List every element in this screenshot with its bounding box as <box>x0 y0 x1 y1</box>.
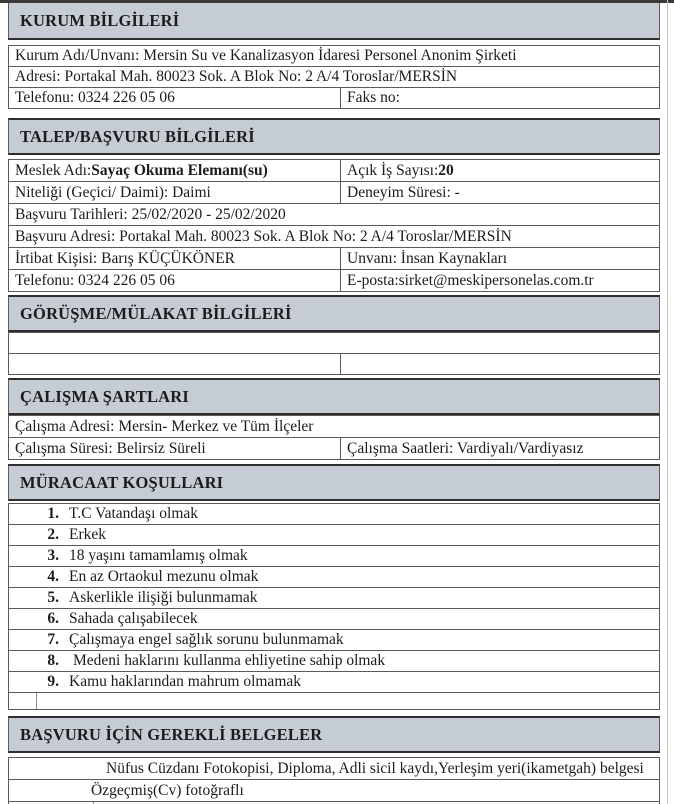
muracaat-list <box>8 503 660 710</box>
list-item-number: 8. <box>47 652 59 669</box>
calisma-saatleri-text: Çalışma Saatleri: Vardiyalı/Vardiyasız <box>347 439 584 457</box>
cell-gorusme-empty-right <box>341 354 659 374</box>
basvuru-tarihleri-text: Başvuru Tarihleri: 25/02/2020 - 25/02/2020 <box>15 205 286 223</box>
cell-talep-telefon <box>9 270 341 291</box>
kurum-rows <box>8 45 660 109</box>
row-muracaat-empty <box>8 693 660 710</box>
irtibat-kisisi-text: İrtibat Kişisi: Barış KÜÇÜKÖNER <box>15 249 236 267</box>
row-gorusme-empty-2 <box>8 354 660 375</box>
section-title-text: KURUM BİLGİLERİ <box>20 10 180 30</box>
cell-kurum-telefon <box>9 88 341 108</box>
row-kurum-adi <box>8 46 660 67</box>
belgeler-line2-text: Özgeçmiş(Cv) fotoğraflı <box>91 781 244 799</box>
nitelik-text: Niteliği (Geçici/ Daimi): Daimi <box>15 183 211 201</box>
list-item-text: Medeni haklarını kullanma ehliyetine sahip olmak <box>73 652 386 669</box>
talep-telefon-text: Telefonu: 0324 226 05 06 <box>15 271 175 289</box>
list-item <box>8 651 660 672</box>
acik-is-label: Açık İş Sayısı: <box>347 161 439 179</box>
row-gorusme-empty-1 <box>8 333 660 354</box>
row-calisma-adresi <box>8 416 660 438</box>
basvuru-adresi-text: Başvuru Adresi: Portakal Mah. 80023 Sok. A Blok No: 2 A/4 Toroslar/MERSİN <box>15 227 512 245</box>
list-item-text: T.C Vatandaşı olmak <box>69 505 199 522</box>
cell-unvani <box>341 248 659 269</box>
list-item <box>8 609 660 630</box>
list-item-number: 3. <box>47 547 59 564</box>
row-irtibat-unvan <box>8 248 660 270</box>
cell-irtibat-kisisi <box>9 248 341 269</box>
calisma-rows <box>8 415 660 460</box>
list-item <box>8 630 660 651</box>
cell-calisma-saatleri <box>341 438 659 459</box>
cell-kurum-faks <box>341 88 659 108</box>
list-item <box>8 588 660 609</box>
cell-muracaat-empty-left <box>9 693 37 709</box>
list-item-text: Askerlikle ilişiği bulunmamak <box>69 589 258 606</box>
row-calisma-sure-saat <box>8 438 660 460</box>
list-item <box>8 546 660 567</box>
section-talep-basvuru <box>8 118 660 292</box>
deneyim-text: Deneyim Süresi: - <box>347 183 460 201</box>
cell-nitelik <box>9 182 341 203</box>
gorusme-rows <box>8 332 660 375</box>
list-item-number: 5. <box>47 589 59 606</box>
section-title-calisma-sartlari <box>8 378 660 415</box>
section-title-text: BAŞVURU İÇİN GEREKLİ BELGELER <box>20 724 323 744</box>
meslek-value: Sayaç Okuma Elemanı(su) <box>91 161 268 179</box>
row-basvuru-tarihleri <box>8 204 660 226</box>
list-item-text: Erkek <box>69 526 107 543</box>
list-item-number: 9. <box>47 673 59 690</box>
meslek-label: Meslek Adı: <box>15 161 92 179</box>
section-kurum-bilgileri <box>8 3 660 109</box>
row-basvuru-adresi <box>8 226 660 248</box>
section-title-text: TALEP/BAŞVURU BİLGİLERİ <box>20 126 255 146</box>
list-item <box>8 567 660 588</box>
list-item <box>8 504 660 525</box>
row-kurum-telefon-faks <box>8 88 660 109</box>
scan-right-edge <box>667 0 668 804</box>
list-item <box>8 525 660 546</box>
row-belgeler-line2 <box>8 780 660 802</box>
kurum-adresi-text: Adresi: Portakal Mah. 80023 Sok. A Blok No: 2 A/4 Toroslar/MERSİN <box>15 68 458 85</box>
kurum-adi-text: Kurum Adı/Unvanı: Mersin Su ve Kanalizasyon İdaresi Personel Anonim Şirketi <box>15 47 517 64</box>
section-title-gerekli-belgeler <box>8 716 660 753</box>
belgeler-rows <box>8 757 660 804</box>
eposta-text: E-posta:sirket@meskipersonelas.com.tr <box>347 271 594 289</box>
list-item-text: Çalışmaya engel sağlık sorunu bulunmamak <box>69 631 344 648</box>
row-telefon-eposta <box>8 270 660 292</box>
cell-gorusme-empty-left <box>9 354 341 374</box>
section-title-text: GÖRÜŞME/MÜLAKAT BİLGİLERİ <box>20 303 292 323</box>
section-title-talep-basvuru <box>8 118 660 155</box>
section-muracaat-kosullari <box>8 464 660 710</box>
list-item-number: 4. <box>47 568 59 585</box>
acik-is-value: 20 <box>438 161 454 179</box>
cell-deneyim <box>341 182 659 203</box>
cell-acik-is-sayisi <box>341 160 659 181</box>
list-item-text: En az Ortaokul mezunu olmak <box>69 568 259 585</box>
section-title-gorusme-mulakat <box>8 295 660 332</box>
row-belgeler-line1 <box>8 758 660 780</box>
list-item-number: 2. <box>47 526 59 543</box>
cell-meslek-adi <box>9 160 341 181</box>
calisma-adresi-text: Çalışma Adresi: Mersin- Merkez ve Tüm İlçeler <box>15 417 314 435</box>
talep-rows <box>8 159 660 292</box>
calisma-suresi-text: Çalışma Süresi: Belirsiz Süreli <box>15 439 206 457</box>
form-table <box>8 3 660 804</box>
section-title-kurum-bilgileri <box>8 3 660 40</box>
row-kurum-adresi <box>8 67 660 88</box>
kurum-telefon-text: Telefonu: 0324 226 05 06 <box>15 89 175 106</box>
section-title-text: MÜRACAAT KOŞULLARI <box>20 472 224 492</box>
section-title-text: ÇALIŞMA ŞARTLARI <box>20 386 190 406</box>
list-item-text: 18 yaşını tamamlamış olmak <box>69 547 248 564</box>
list-item-number: 6. <box>47 610 59 627</box>
list-item <box>8 672 660 693</box>
list-item-text: Sahada çalışabilecek <box>69 610 198 627</box>
section-title-muracaat-kosullari <box>8 464 660 501</box>
kurum-faks-text: Faks no: <box>347 89 400 106</box>
cell-calisma-suresi <box>9 438 341 459</box>
section-calisma-sartlari <box>8 378 660 460</box>
row-meslek-acikis <box>8 160 660 182</box>
list-item-text: Kamu haklarından mahrum olmamak <box>69 673 302 690</box>
cell-eposta <box>341 270 659 291</box>
list-item-number: 7. <box>47 631 59 648</box>
list-item-number: 1. <box>47 505 59 522</box>
unvani-text: Unvanı: İnsan Kaynakları <box>347 249 508 267</box>
section-gerekli-belgeler <box>8 716 660 804</box>
section-gorusme-mulakat <box>8 295 660 375</box>
belgeler-line1-text: Nüfus Cüzdanı Fotokopisi, Diploma, Adli sicil kaydı,Yerleşim yeri(ikametgah) belgesi <box>106 759 644 777</box>
row-nitelik-deneyim <box>8 182 660 204</box>
